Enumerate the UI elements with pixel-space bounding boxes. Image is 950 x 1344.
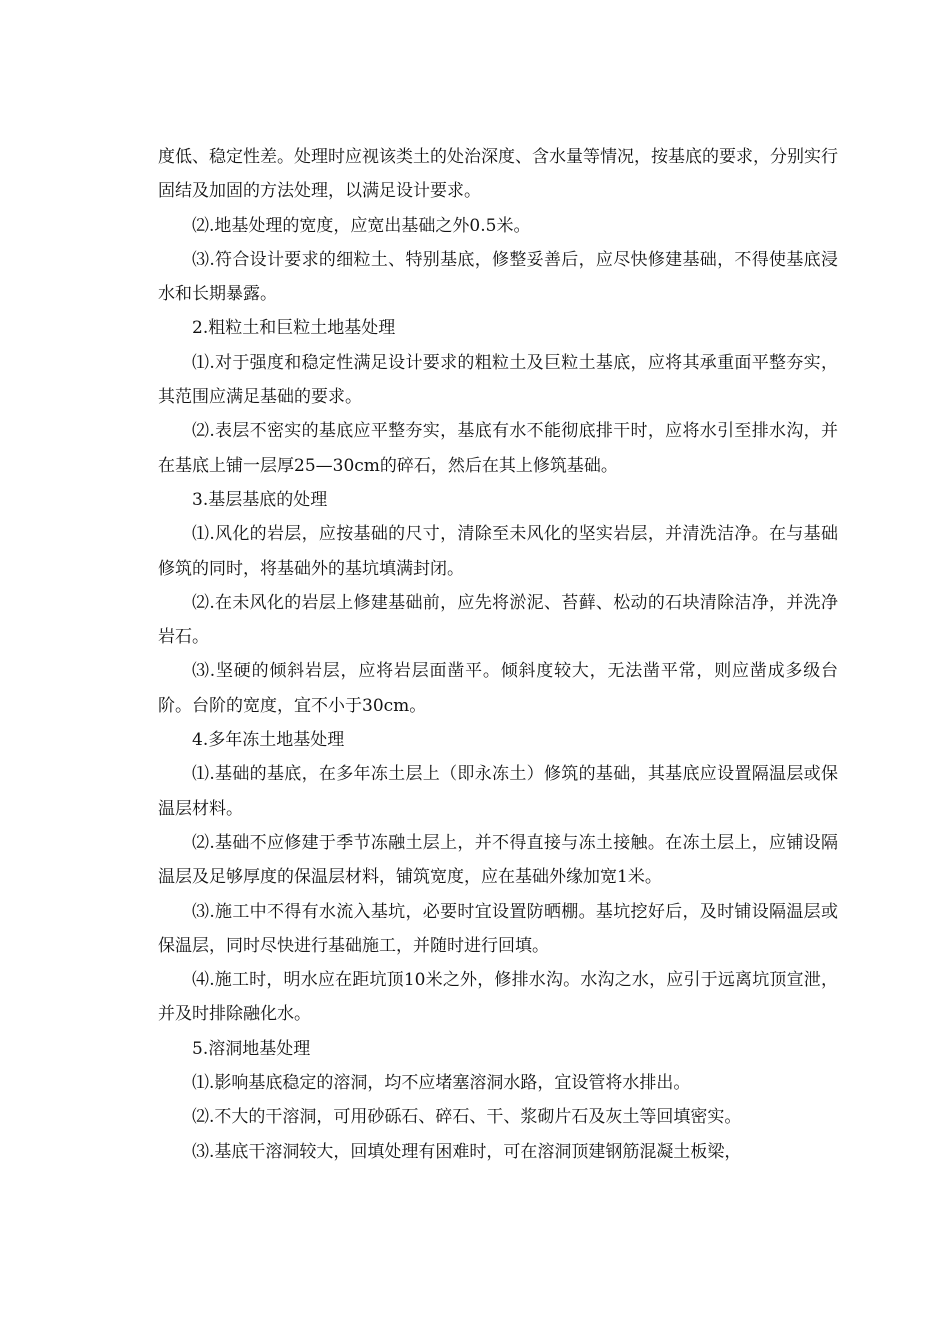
paragraph: ⑷.施工时，明水应在距坑顶10米之外，修排水沟。水沟之水，应引于远离坑顶宣泄，并及时排除融化水。 — [158, 970, 838, 1025]
paragraph: ⑶.基底干溶洞较大，回填处理有困难时，可在溶洞顶建钢筋混凝土板梁， — [192, 1141, 742, 1162]
paragraph: ⑴.对于强度和稳定性满足设计要求的粗粒土及巨粒土基底，应将其承重面平整夯实，其范围应满足基础的要求。 — [158, 352, 838, 408]
paragraph: 度低、稳定性差。处理时应视该类土的处治深度、含水量等情况，按基底的要求，分别实行固结及加固的方法处理，以满足设计要求。 — [158, 147, 838, 202]
paragraph: ⑴.风化的岩层，应按基础的尺寸，清除至未风化的坚实岩层，并清洗洁净。在与基础修筑的同时，将基础外的基坑填满封闭。 — [158, 524, 838, 579]
paragraph: ⑶.坚硬的倾斜岩层，应将岩层面凿平。倾斜度较大，无法凿平常，则应凿成多级台阶。台阶的宽度，宜不小于30cm。 — [158, 661, 838, 716]
paragraph: ⑶.符合设计要求的细粒土、特别基底，修整妥善后，应尽快修建基础，不得使基底浸水和长期暴露。 — [158, 249, 838, 305]
paragraph: ⑵.不大的干溶洞，可用砂砾石、碎石、干、浆砌片石及灰土等回填密实。 — [192, 1107, 742, 1128]
paragraph: ⑶.施工中不得有水流入基坑，必要时宜设置防晒棚。基坑挖好后，及时铺设隔温层或保温层，同时尽快进行基础施工，并随时进行回填。 — [158, 901, 838, 956]
paragraph: ⑵.基础不应修建于季节冻融土层上，并不得直接与冻土接触。在冻土层上，应铺设隔温层及足够厚度的保温层材料，铺筑宽度，应在基础外缘加宽1米。 — [158, 832, 838, 888]
paragraph: ⑵.地基处理的宽度，应宽出基础之外0.5米。 — [192, 215, 531, 236]
paragraph: 2.粗粒土和巨粒土地基处理 — [192, 318, 396, 339]
paragraph: 5.溶洞地基处理 — [192, 1038, 311, 1059]
paragraph: ⑴.影响基底稳定的溶洞，均不应堵塞溶洞水路，宜设管将水排出。 — [192, 1073, 691, 1094]
paragraph: 4.多年冻土地基处理 — [192, 730, 345, 751]
paragraph: ⑵.在未风化的岩层上修建基础前，应先将淤泥、苔藓、松动的石块清除洁净，并洗净岩石。 — [158, 592, 838, 648]
document-body — [158, 140, 838, 1169]
paragraph: ⑵.表层不密实的基底应平整夯实，基底有水不能彻底排干时，应将水引至排水沟，并在基底上铺一层厚25—30cm的碎石，然后在其上修筑基础。 — [158, 421, 838, 476]
paragraph: 3.基层基底的处理 — [192, 489, 328, 510]
paragraph: ⑴.基础的基底，在多年冻土层上（即永冻土）修筑的基础，其基底应设置隔温层或保温层材料。 — [158, 764, 838, 819]
